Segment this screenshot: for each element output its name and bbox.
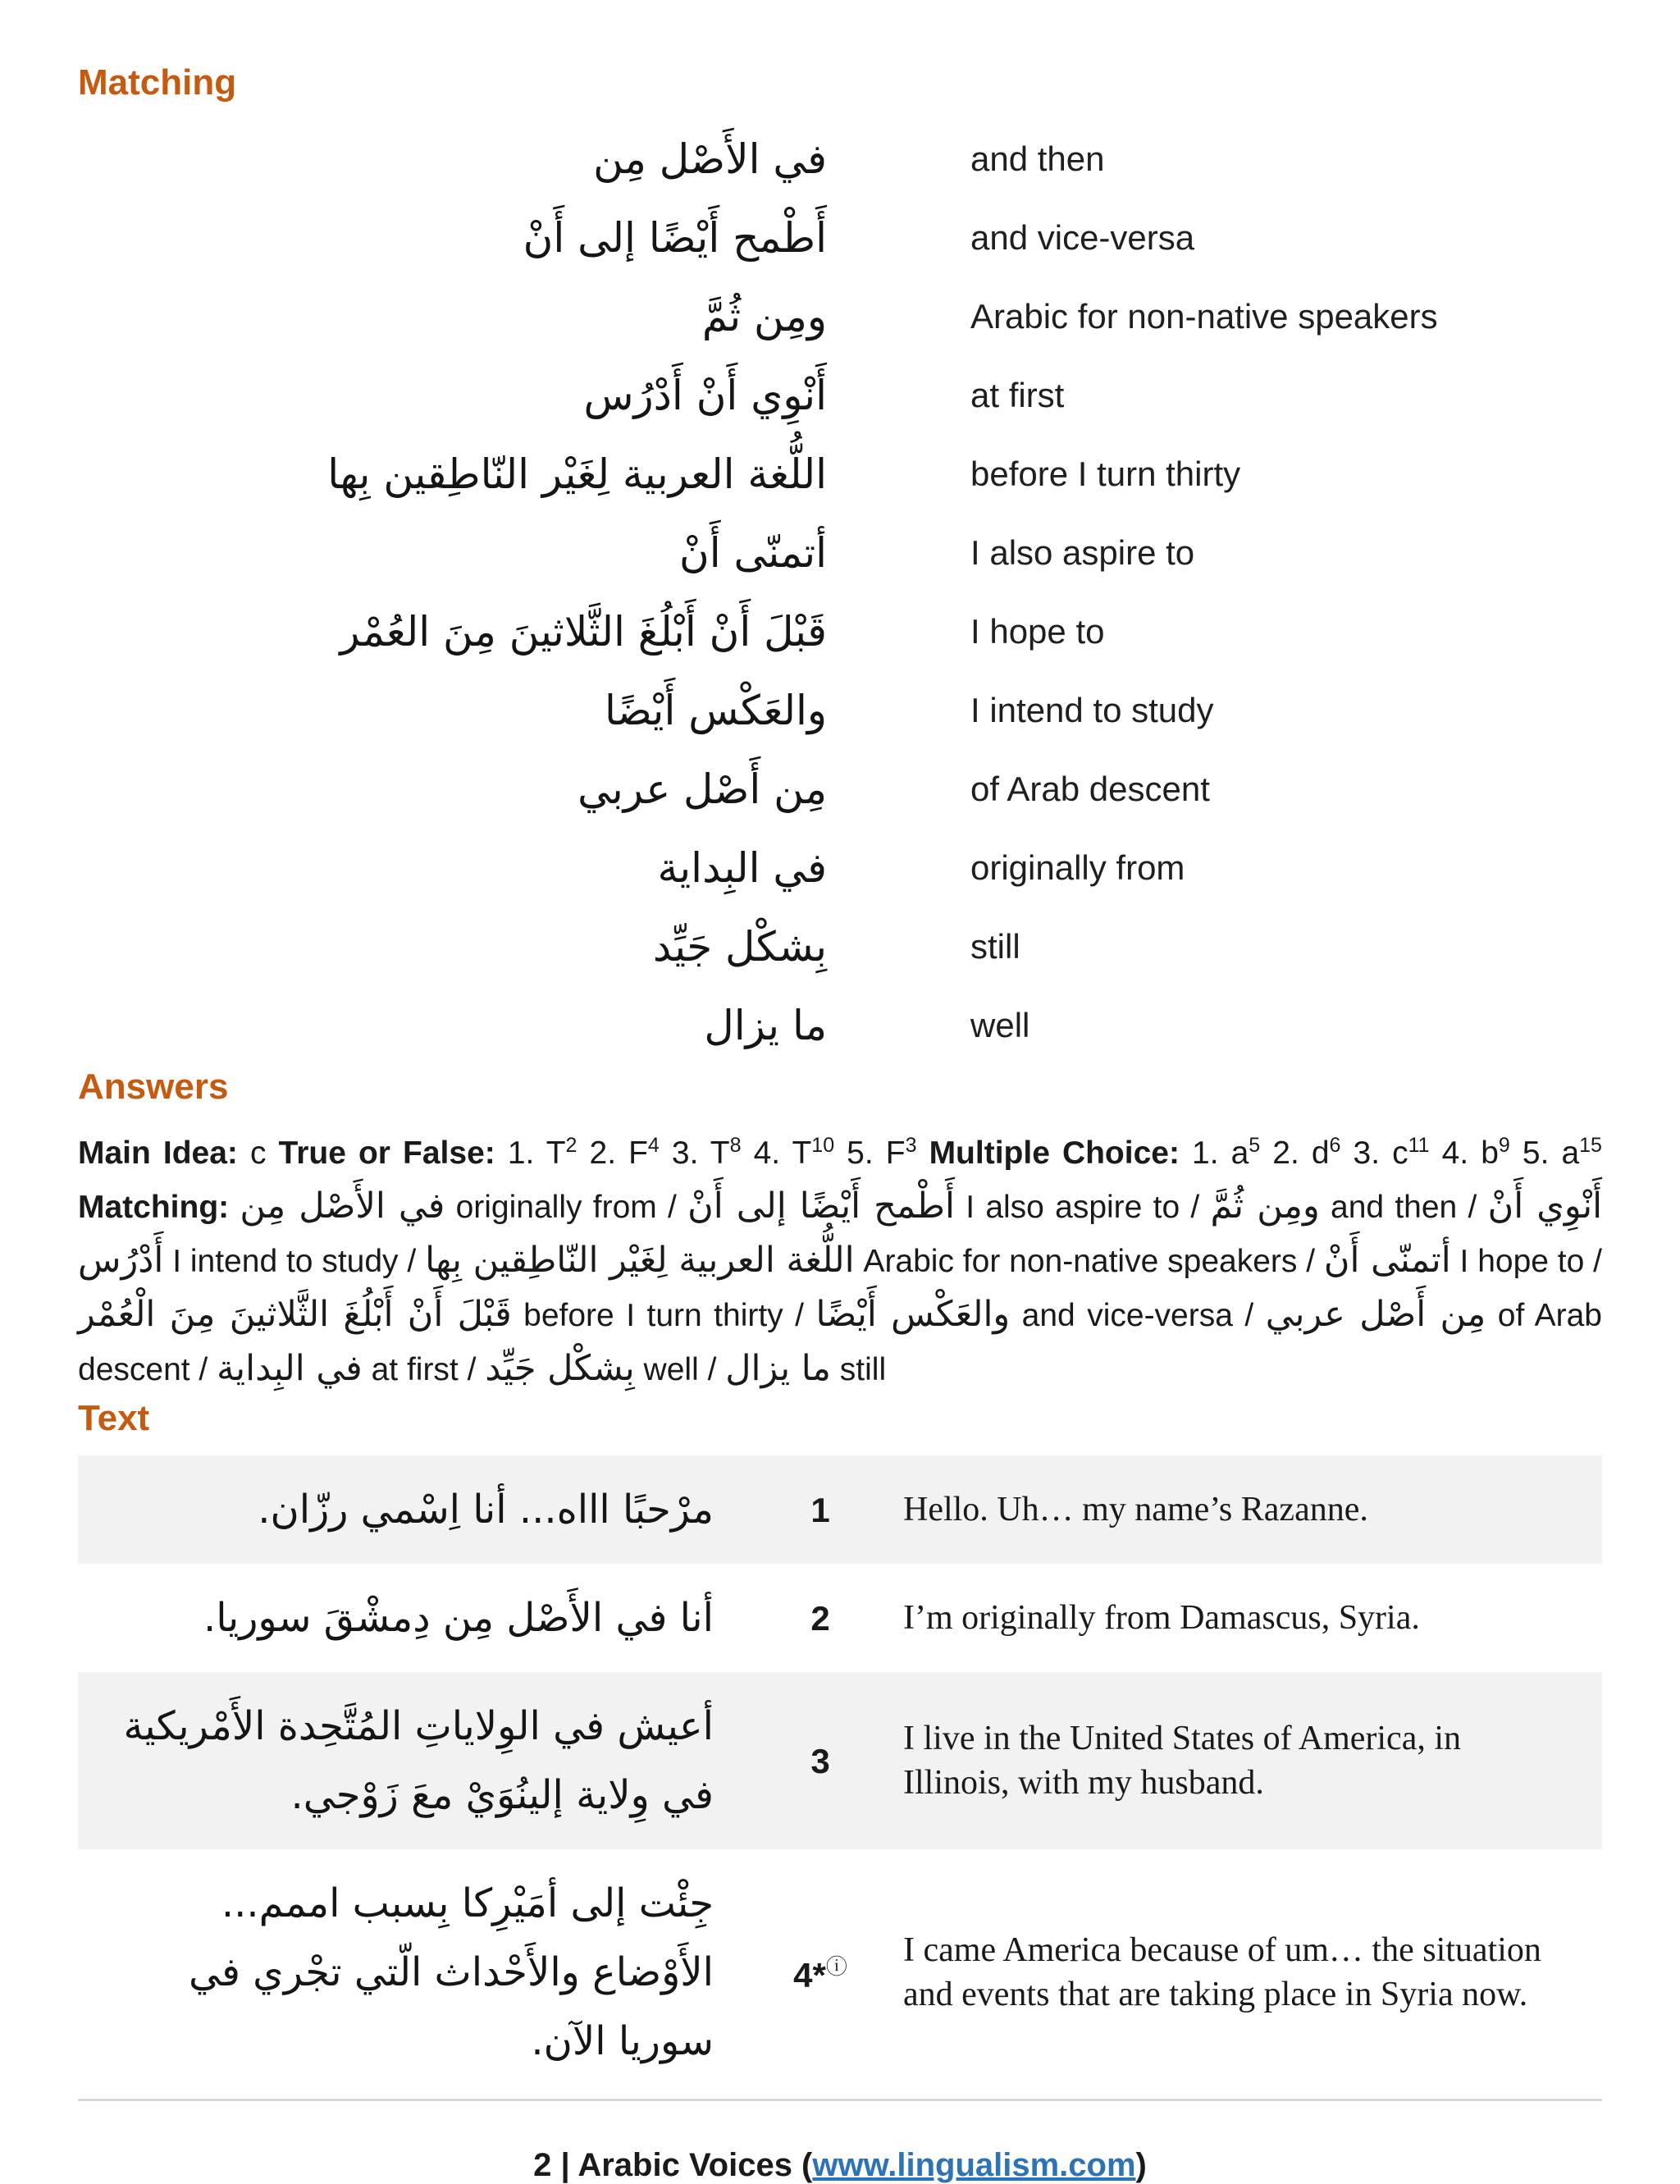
transcript-row — [78, 1455, 1602, 1564]
answers-heading: Answers — [78, 1067, 229, 1107]
matching-arabic-phrase: في البِداية — [657, 843, 827, 892]
transcript-table — [78, 1455, 1602, 2095]
text-heading: Text — [78, 1398, 150, 1438]
transcript-line-number: 2 — [810, 1599, 830, 1638]
matching-arabic-phrase: ومِن ثُمَّ — [701, 292, 827, 340]
matching-pair-row — [78, 671, 1602, 750]
matching-heading: Matching — [78, 62, 237, 103]
matching-arabic-phrase: أتمنّى أَنْ — [679, 528, 827, 577]
matching-english-phrase: Arabic for non-native speakers — [970, 297, 1438, 336]
matching-english-phrase: I also aspire to — [970, 533, 1195, 572]
matching-arabic-phrase: قَبْلَ أَنْ أَبْلُغَ الثَّلاثينَ مِنَ العُمْر — [340, 607, 827, 656]
matching-arabic-phrase: أَنْوِي أَنْ أَدْرُس — [583, 371, 827, 419]
matching-pair-row — [78, 907, 1602, 986]
matching-english-phrase: originally from — [970, 848, 1185, 887]
answers-paragraph: Main Idea: c True or False: 1. $T^2$ 2. $F^4$ 3. $T^8$ 4. $T^{10}$ 5. $F^3$ Multiple Choice: 1. $a^5$ 2. $d^6$ 3. $c^{11}$ 4. $b^9$ 5. $a^{15}$ Matching: في الأَصْل مِن originally from / أَطْمح أَيْضًا إلى أَنْ I also aspire to / ومِن ثُمَّ and then / أَنْوِي أَنْ أَدْرُس I intend to study / اللُّغة العربية لِغَيْر النّاطِقين بِها Arabic for non-native speakers / أتمنّى أَنْ I hope to / قَبْلَ أَنْ أَبْلُغَ الثَّلاثينَ مِنَ الْعُمْر before I turn thirty / والعَكْس أَيْضًا and vice-versa / مِن أَصْل عربي of Arab descent / في البِداية at first / بِشكْل جَيِّد well / ما يزال still — [78, 1134, 1603, 1389]
transcript-line-number: 1 — [810, 1491, 830, 1529]
transcript-english-cell: I’m originally from Damascus, Syria. — [903, 1599, 1420, 1637]
matching-english-phrase: before I turn thirty — [970, 455, 1241, 493]
transcript-english-cell: I came America because of um… the situation and events that are taking place in Syria now. — [903, 1931, 1541, 2013]
transcript-arabic-cell: جِئْت إلى أمَيْرِكا بِسبب اممم... الأَوْضاع والأَحْداث الّتي تجْري في سوريا الآن. — [188, 1880, 714, 2064]
transcript-row — [78, 1564, 1602, 1672]
transcript-arabic-cell: أنا في الأَصْل مِن دِمشْقَ سوريا. — [203, 1595, 714, 1641]
matching-pair-row — [78, 356, 1602, 435]
matching-pair-row — [78, 829, 1602, 907]
matching-pair-row — [78, 199, 1602, 277]
matching-pair-row — [78, 435, 1602, 514]
transcript-english-cell: Hello. Uh… my name’s Razanne. — [903, 1491, 1368, 1528]
matching-arabic-phrase: ما يزال — [704, 1001, 827, 1049]
transcript-row — [78, 1849, 1602, 2095]
matching-pair-row — [78, 750, 1602, 829]
matching-pair-row — [78, 120, 1602, 199]
matching-arabic-phrase: أَطْمح أَيْضًا إلى أَنْ — [523, 213, 827, 262]
matching-pair-row — [78, 986, 1602, 1065]
matching-english-phrase: I hope to — [970, 612, 1105, 651]
footer-prefix: 2 | Arabic Voices ( — [533, 2147, 813, 2183]
transcript-english-cell: I live in the United States of America, in Illinois, with my husband. — [903, 1720, 1461, 1802]
matching-arabic-phrase: والعَكْس أَيْضًا — [604, 686, 827, 734]
matching-english-phrase: of Arab descent — [970, 770, 1210, 808]
divider-rule — [78, 2099, 1602, 2101]
transcript-row — [78, 1672, 1602, 1849]
transcript-arabic-cell: مرْحبًا اااه... أنا اِسْمي رزّان. — [258, 1487, 714, 1533]
matching-english-phrase: still — [970, 927, 1020, 966]
matching-arabic-phrase: مِن أَصْل عربي — [578, 765, 827, 813]
matching-english-phrase: well — [970, 1006, 1030, 1044]
matching-arabic-phrase: اللُّغة العربية لِغَيْر النّاطِقين بِها — [327, 450, 827, 498]
matching-english-phrase: and then — [970, 139, 1105, 178]
matching-english-phrase: and vice-versa — [970, 218, 1195, 257]
transcript-line-number: 4*ⓘ — [793, 1953, 847, 1994]
matching-english-phrase: I intend to study — [970, 691, 1214, 729]
transcript-arabic-cell: أعيش في الوِلاياتِ المُتَّحِدة الأَمْريكية في وِلاية إلينُوَيْ معَ زَوْجي. — [123, 1703, 714, 1818]
matching-arabic-phrase: بِشكْل جَيِّد — [652, 922, 827, 971]
lingualism-link[interactable]: www.lingualism.com — [812, 2147, 1136, 2183]
matching-list — [78, 120, 1602, 1065]
matching-pair-row — [78, 592, 1602, 671]
matching-arabic-phrase: في الأَصْل مِن — [593, 135, 827, 183]
page-footer — [78, 2147, 1602, 2184]
transcript-line-number: 3 — [810, 1742, 830, 1780]
info-note-icon: ⓘ — [825, 1953, 847, 1979]
footer-suffix: ) — [1135, 2147, 1147, 2183]
matching-english-phrase: at first — [970, 376, 1065, 414]
matching-pair-row — [78, 514, 1602, 592]
matching-pair-row — [78, 277, 1602, 356]
